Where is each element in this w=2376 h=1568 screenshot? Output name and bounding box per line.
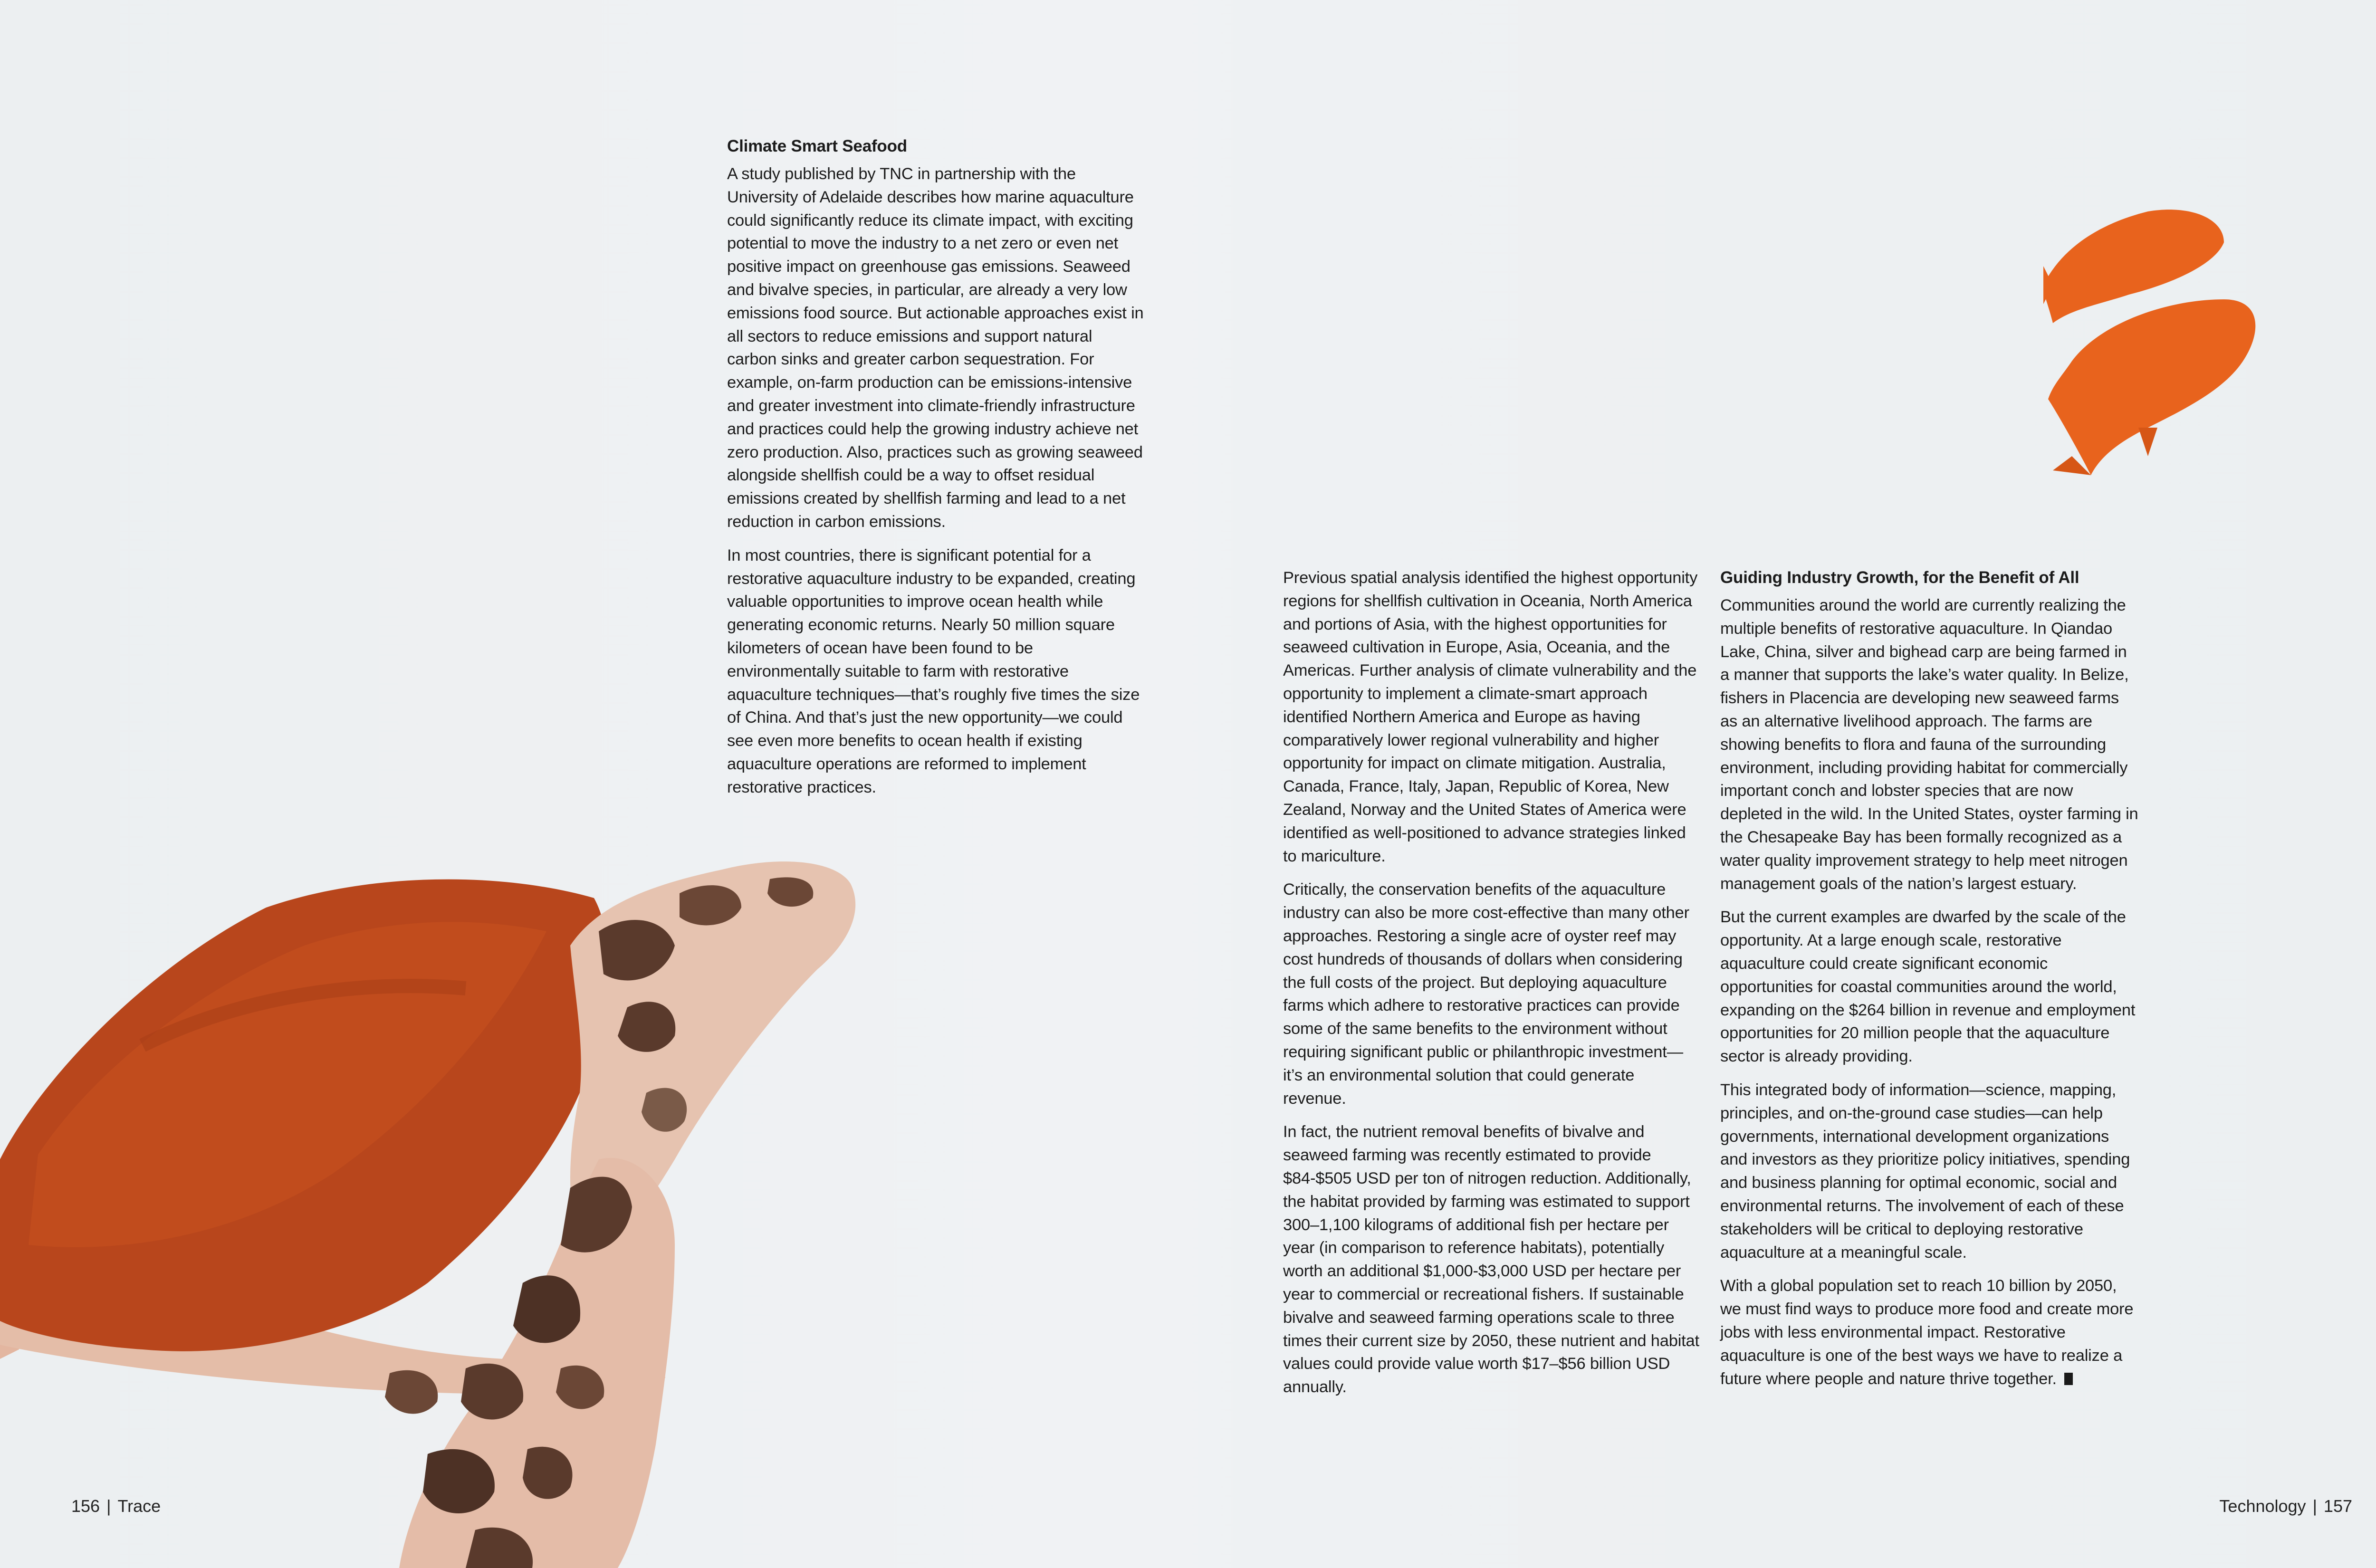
paragraph: This integrated body of information—science, mapping, principles, and on-the-ground case studies—can help governments, international development organizations and investors as they prioritize policy initiatives, spending and business planning for optimal economic, social and environmental returns. The involvement of each of these stakeholders will be critical to deploying restorative aquaculture at a meaningful scale. — [1720, 1080, 2130, 1262]
right-folio — [2219, 1496, 2352, 1517]
paragraph: Critically, the conservation benefits of the aquaculture industry can also be more cost-effective than many other approaches. Restoring a single acre of oyster reef may cost hundreds of thousands of dollars when considering the full costs of the project. But deploying aquaculture farms which adhere to restorative practices can provide some of the same benefits to the environment without requiring significant public or philanthropic investment—it’s an environmental solution that could generate revenue. — [1283, 880, 1689, 1108]
paragraph: But the current examples are dwarfed by the scale of the opportunity. At a large enough scale, restorative aquaculture could create significant economic opportunities for coastal communities around the world, expanding on the $264 billion in revenue and employment opportunities for 20 million people that the aquaculture sector is already providing. — [1720, 908, 2136, 1066]
right-page-column-2 — [1720, 566, 2138, 1401]
folio-separator: | — [106, 1496, 111, 1516]
section-heading-guiding-industry-growth: Guiding Industry Growth, for the Benefit of All — [1720, 568, 2079, 587]
sea-turtle-painting-icon — [0, 861, 855, 1568]
folio-separator: | — [2312, 1496, 2317, 1516]
page-number: 156 — [71, 1496, 100, 1516]
left-folio — [71, 1496, 161, 1517]
left-page-column — [727, 135, 1145, 810]
paragraph: A study published by TNC in partnership with the University of Adelaide describes how marine aquaculture could significantly reduce its climate impact, with exciting potential to move the industry to a net zero or even net positive impact on greenhouse gas emissions. Seaweed and bivalve species, in particular, are already a very low emissions food source. But actionable approaches exist in all sectors to reduce emissions and support natural carbon sinks and greater carbon sequestration. For example, on-farm production can be emissions-intensive and greater investment into climate-friendly infrastructure and practices could help the growing industry achieve net zero production. Also, practices such as growing seaweed alongside shellfish could be a way to offset residual emissions created by shellfish farming and lead to a net reduction in carbon emissions. — [727, 165, 1144, 531]
paragraph: In fact, the nutrient removal benefits of bivalve and seaweed farming was recently estimated to provide $84-$505 USD per ton of nitrogen reduction. Additionally, the habitat provided by farming was estimated to support 300–1,100 kilograms of additional fish per hectare per year (in comparison to reference habitats), potentially worth an additional $1,000-$3,000 USD per hectare per year to commercial or recreational fishers. If sustainable bivalve and seaweed farming operations scale to three times their current size by 2050, these nutrient and habitat values could provide value worth $17–$56 billion USD annually. — [1283, 1123, 1699, 1396]
paragraph: Previous spatial analysis identified the highest opportunity regions for shellfish cultivation in Oceania, North America and portions of Asia, with the highest opportunities for seaweed cultivation in Europe, Asia, Oceania, and the Americas. Further analysis of climate vulnerability and the opportunity to implement a climate-smart approach identified Northern America and Europe as having comparatively lower regional vulnerability and higher opportunity for impact on climate mitigation. Australia, Canada, France, Italy, Japan, Republic of Korea, New Zealand, Norway and the United States of America were identified as well-positioned to advance strategies linked to mariculture. — [1283, 569, 1698, 865]
paragraph: In most countries, there is significant potential for a restorative aquaculture industry to be expanded, creating valuable opportunities to improve ocean health while generating economic returns. Nearly 50 million square kilometers of ocean have been found to be environmentally suitable to farm with restorative aquaculture techniques—that’s roughly five times the size of China. And that’s just the new opportunity—we could see even more benefits to ocean health if existing aquaculture operations are reformed to implement restorative practices. — [727, 546, 1140, 796]
section-name: Technology — [2219, 1496, 2306, 1516]
paragraph-text: With a global population set to reach 10 billion by 2050, we must find ways to produce more food and create more jobs with less environmental impact. Restorative aquaculture is one of the best ways we have to realize a future where people and nature thrive together. — [1720, 1277, 2134, 1388]
section-heading-climate-smart-seafood: Climate Smart Seafood — [727, 137, 907, 155]
publication-name: Trace — [117, 1496, 161, 1516]
closing-paragraph — [1720, 1274, 2138, 1390]
page-number: 157 — [2323, 1496, 2352, 1516]
paragraph: Communities around the world are currently realizing the multiple benefits of restorative aquaculture. In Qiandao Lake, China, silver and bighead carp are being farmed in a manner that supports the lake’s water quality. In Belize, fishers in Placencia are developing new seaweed farms as an alternative livelihood approach. The farms are showing benefits to flora and fauna of the surrounding environment, including providing habitat for commercially important conch and lobster species that are now depleted in the wild. In the United States, oyster farming in the Chesapeake Bay has been formally recognized as a water quality improvement strategy to help meet nitrogen management goals of the nation’s largest estuary. — [1720, 596, 2138, 893]
orange-fish-painting-icon — [2043, 210, 2255, 475]
end-mark-icon — [2064, 1373, 2073, 1385]
right-page-column-1 — [1283, 566, 1701, 1409]
